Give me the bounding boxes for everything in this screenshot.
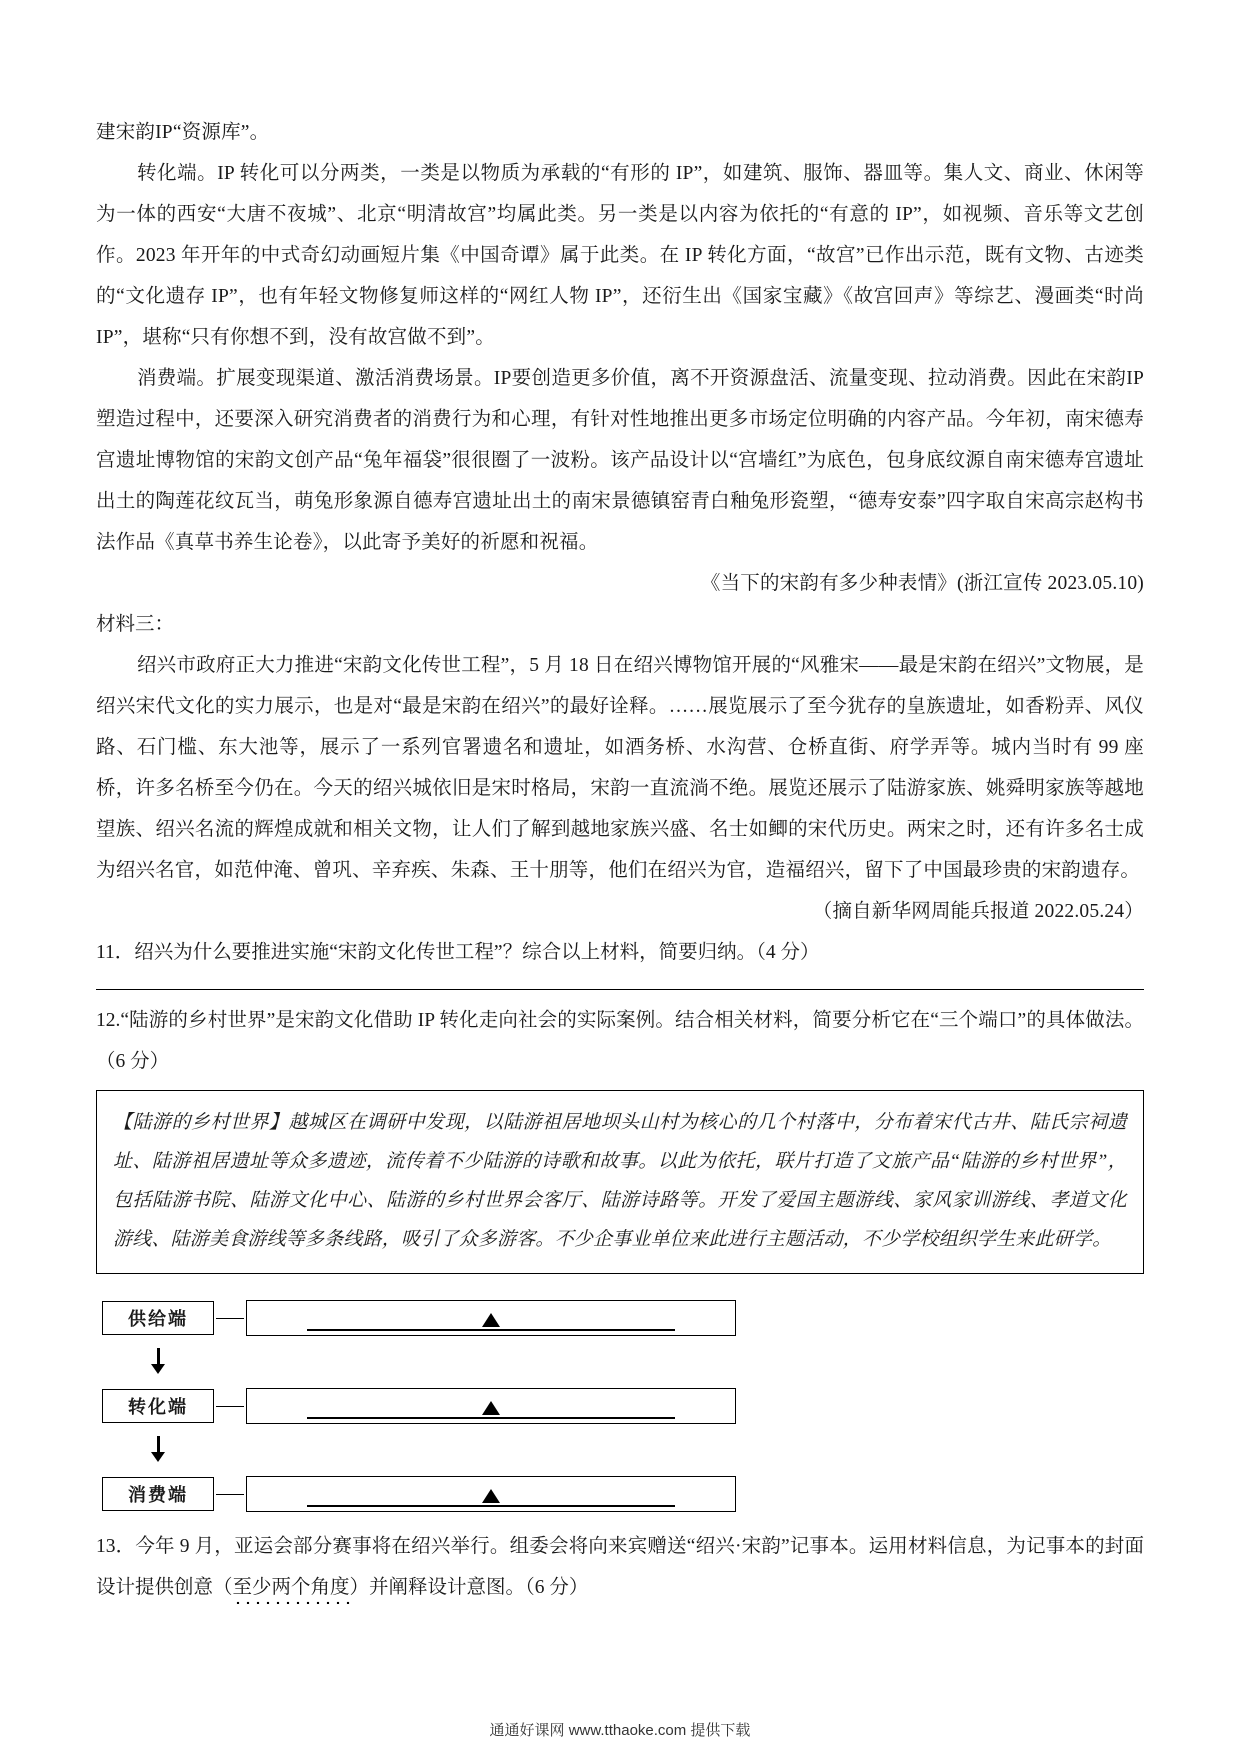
arrow-head [151, 1364, 165, 1374]
blank-underline-icon [307, 1417, 675, 1419]
blank-underline-icon [307, 1505, 675, 1507]
paragraph-material-three: 绍兴市政府正大力推进“宋韵文化传世工程”，5 月 18 日在绍兴博物馆开展的“风雅宋——最是宋韵在绍兴”文物展，是绍兴宋代文化的实力展示，也是对“最是宋韵在绍兴”的最好诠释。……展览展示了至今犹存的皇族遗址，如香粉弄、风仪路、石门槛、东大池等，展示了一系列官署遗名和遗址，如酒务桥、水沟营、仓桥直街、府学弄等。城内当时有 99 座桥，许多名桥至今仍在。今天的绍兴城依旧是宋时格局，宋韵一直流淌不绝。展览还展示了陆游家族、姚舜明家族等越地望族、绍兴名流的辉煌成就和相关文物，让人们了解到越地家族兴盛、名士如鲫的宋代历史。两宋之时，还有许多名士成为绍兴名官，如范仲淹、曾巩、辛弃疾、朱森、王十朋等，他们在绍兴为官，造福绍兴，留下了中国最珍贵的宋韵遗存。 [96, 655, 1144, 881]
blank-underline-icon [307, 1329, 675, 1331]
diagram-connector-conversion [216, 1406, 244, 1407]
diagram-arrow-row-2 [102, 1428, 1144, 1472]
material-three-label: 材料三： [96, 614, 175, 635]
diagram-row-consumption [102, 1472, 1144, 1516]
question-12: 12.“陆游的乡村世界”是宋韵文化借助 IP 转化走向社会的实际案例。结合相关材料，简要分析它在“三个端口”的具体做法。（6 分） [96, 1010, 1144, 1072]
triangle-marker-icon [482, 1489, 500, 1503]
source-citation-material-two: 《当下的宋韵有多少种表情》(浙江宣传 2023.05.10) [700, 573, 1144, 594]
diagram-row-supply [102, 1296, 1144, 1340]
question-13-part-two: ）并阐释设计意图。（6 分） [349, 1577, 589, 1598]
diagram-answer-blank-supply[interactable] [246, 1300, 736, 1336]
page-footer-watermark: 通通好课网 www.tthaoke.com 提供下载 [489, 1722, 751, 1739]
diagram-answer-blank-conversion[interactable] [246, 1388, 736, 1424]
question-13-part-one: 13．今年 9 月，亚运会部分赛事将在绍兴举行。组委会将向来宾赠送“绍兴·宋韵”记事本。运用材料信息，为记事本的封面设计提供创意（ [96, 1536, 1144, 1598]
diagram-arrow-row-1 [102, 1340, 1144, 1384]
answer-rule-divider [96, 989, 1144, 990]
three-ends-diagram [96, 1296, 1144, 1516]
top-continuation-line: 建宋韵IP“资源库”。 [96, 122, 270, 143]
case-study-text: 【陆游的乡村世界】越城区在调研中发现，以陆游祖居地坝头山村为核心的几个村落中，分布着宋代古井、陆氏宗祠遗址、陆游祖居遗址等众多遗迹，流传着不少陆游的诗歌和故事。以此为依托，联片打造了文旅产品“陆游的乡村世界”，包括陆游书院、陆游文化中心、陆游的乡村世界会客厅、陆游诗路等。开发了爱国主题游线、家风家训游线、孝道文化游线、陆游美食游线等多条线路，吸引了众多游客。不少企事业单位来此进行主题活动，不少学校组织学生来此研学。 [113, 1112, 1127, 1250]
source-citation-material-three: （摘自新华网周能兵报道 2022.05.24） [812, 901, 1144, 922]
arrow-head [151, 1452, 165, 1462]
diagram-node-consumption: 消费端 [102, 1477, 214, 1511]
case-study-box [96, 1090, 1144, 1274]
question-13 [96, 1526, 1144, 1608]
question-13-emphasis: 至少两个角度 [232, 1577, 350, 1598]
paragraph-conversion-end: 转化端。IP 转化可以分两类，一类是以物质为承载的“有形的 IP”，如建筑、服饰、器皿等。集人文、商业、休闲等为一体的西安“大唐不夜城”、北京“明清故宫”均属此类。另一类是以内容为依托的“有意的 IP”，如视频、音乐等文艺创作。2023 年开年的中式奇幻动画短片集《中国奇谭》属于此类。在 IP 转化方面，“故宫”已作出示范，既有文物、古迹类的“文化遗存 IP”，也有年轻文物修复师这样的“网红人物 IP”，还衍生出《国家宝藏》《故宫回声》等综艺、漫画类“时尚IP”，堪称“只有你想不到，没有故宫做不到”。 [96, 163, 1144, 348]
triangle-marker-icon [482, 1401, 500, 1415]
arrow-down-container-2 [102, 1435, 214, 1465]
diagram-answer-blank-consumption[interactable] [246, 1476, 736, 1512]
diagram-node-conversion: 转化端 [102, 1389, 214, 1423]
question-11: 11．绍兴为什么要推进实施“宋韵文化传世工程”？综合以上材料，简要归纳。（4 分） [96, 942, 820, 963]
diagram-row-conversion [102, 1384, 1144, 1428]
diagram-node-supply: 供给端 [102, 1301, 214, 1335]
diagram-connector-consumption [216, 1494, 244, 1495]
triangle-marker-icon [482, 1313, 500, 1327]
diagram-connector-supply [216, 1318, 244, 1319]
arrow-down-container-1 [102, 1347, 214, 1377]
paragraph-consumption-end: 消费端。扩展变现渠道、激活消费场景。IP要创造更多价值，离不开资源盘活、流量变现、拉动消费。因此在宋韵IP塑造过程中，还要深入研究消费者的消费行为和心理，有针对性地推出更多市场定位明确的内容产品。今年初，南宋德寿宫遗址博物馆的宋韵文创产品“兔年福袋”很很圈了一波粉。该产品设计以“宫墙红”为底色，包身底纹源自南宋德寿宫遗址出土的陶莲花纹瓦当，萌兔形象源自德寿宫遗址出土的南宋景德镇窑青白釉兔形瓷塑，“德寿安泰”四字取自宋高宗赵构书法作品《真草书养生论卷》，以此寄予美好的祈愿和祝福。 [96, 368, 1144, 553]
